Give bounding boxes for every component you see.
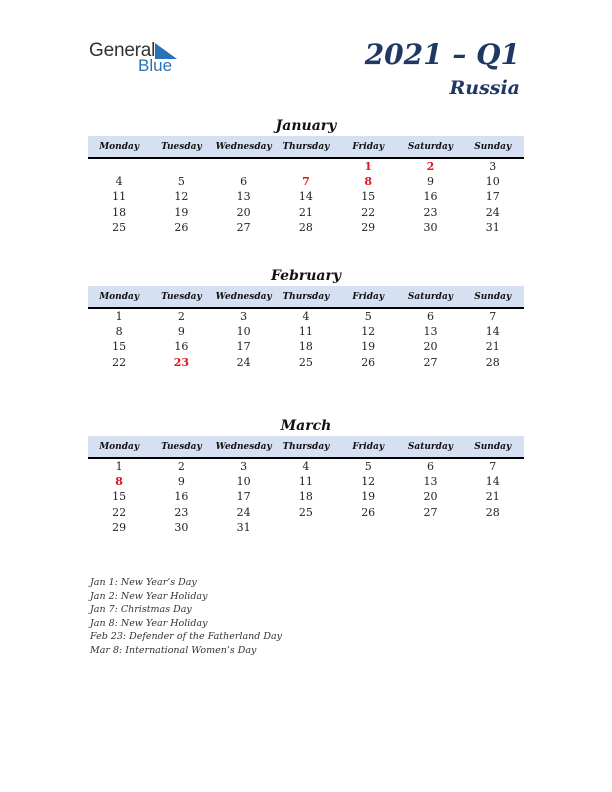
date-cell: 12 — [174, 190, 189, 204]
weekday-label: Wednesday — [215, 441, 272, 452]
date-cell: 19 — [174, 205, 189, 219]
date-cell: 1 — [115, 460, 123, 474]
week-row — [88, 205, 524, 220]
date-cell: 20 — [236, 205, 251, 219]
holiday-date-cell: 23 — [173, 355, 190, 369]
date-cell: 6 — [426, 310, 434, 324]
date-cell: 23 — [174, 505, 189, 519]
date-cell: 29 — [112, 520, 127, 534]
date-cell: 28 — [485, 355, 500, 369]
date-cell: 28 — [485, 505, 500, 519]
weekday-label: Saturday — [407, 291, 454, 302]
weekday-label: Saturday — [407, 441, 454, 452]
date-cell: 22 — [361, 205, 376, 219]
holiday-date-cell: 7 — [302, 175, 310, 189]
weekday-label: Wednesday — [215, 141, 272, 152]
weekday-header-row — [88, 136, 524, 159]
date-cell: 5 — [364, 460, 372, 474]
holiday-date-cell: 8 — [115, 475, 123, 489]
week-row — [88, 220, 524, 235]
logo-text-general: General — [89, 40, 156, 61]
date-cell: 2 — [177, 310, 185, 324]
week-row — [88, 355, 524, 370]
date-cell: 17 — [485, 190, 500, 204]
month-name: February — [270, 268, 341, 284]
date-cell: 19 — [361, 340, 376, 354]
week-row — [88, 505, 524, 520]
week-row — [88, 339, 524, 354]
date-cell: 10 — [236, 475, 251, 489]
holiday-note: Feb 23: Defender of the Fatherland Day — [90, 631, 282, 643]
date-cell: 15 — [112, 340, 127, 354]
weekday-label: Sunday — [474, 141, 512, 152]
date-cell: 11 — [298, 475, 313, 489]
date-cell: 27 — [423, 355, 438, 369]
date-cell: 16 — [174, 490, 189, 504]
date-cell: 17 — [236, 490, 251, 504]
date-cell: 10 — [236, 325, 251, 339]
month-calendar-march — [88, 416, 524, 535]
weekday-label: Monday — [99, 291, 140, 302]
date-cell: 21 — [298, 205, 313, 219]
date-cell: 5 — [364, 310, 372, 324]
month-name: January — [275, 118, 337, 134]
holiday-note: Jan 1: New Year’s Day — [90, 577, 197, 588]
date-cell: 31 — [485, 220, 500, 234]
week-row — [88, 474, 524, 489]
logo-text-blue: Blue — [138, 56, 173, 75]
date-cell: 2 — [177, 460, 185, 474]
weekday-label: Friday — [352, 141, 385, 152]
week-row — [88, 309, 524, 324]
date-cell: 30 — [174, 520, 189, 534]
weekday-label: Sunday — [474, 441, 512, 452]
date-cell: 13 — [423, 475, 438, 489]
date-cell: 10 — [485, 175, 500, 189]
date-cell: 26 — [361, 355, 376, 369]
date-cell: 17 — [236, 340, 251, 354]
date-cell: 24 — [236, 505, 251, 519]
date-cell: 13 — [236, 190, 251, 204]
holiday-date-cell: 1 — [364, 160, 373, 174]
date-cell: 18 — [112, 205, 127, 219]
date-cell: 24 — [485, 205, 500, 219]
weekday-label: Wednesday — [215, 291, 272, 302]
date-cell: 14 — [298, 190, 313, 204]
holiday-note: Jan 7: Christmas Day — [90, 604, 192, 616]
holiday-date-cell: 8 — [364, 175, 373, 189]
date-cell: 22 — [112, 505, 127, 519]
date-cell: 6 — [426, 460, 434, 474]
date-cell: 21 — [485, 490, 500, 504]
date-cell: 7 — [489, 310, 497, 324]
date-cell: 14 — [485, 475, 500, 489]
week-row — [88, 324, 524, 339]
date-cell: 6 — [240, 175, 248, 189]
weekday-label: Friday — [352, 441, 385, 452]
date-cell: 15 — [112, 490, 127, 504]
page-title: 2021 – Q1 — [364, 38, 520, 71]
holiday-date-cell: 2 — [426, 160, 435, 174]
week-row — [88, 489, 524, 504]
generalblue-logo — [89, 40, 189, 76]
date-cell: 28 — [298, 220, 313, 234]
date-cell: 21 — [485, 340, 500, 354]
weekday-label: Sunday — [474, 291, 512, 302]
date-cell: 18 — [298, 490, 313, 504]
date-cell: 27 — [236, 220, 251, 234]
date-cell: 9 — [177, 475, 185, 489]
date-cell: 29 — [361, 220, 376, 234]
date-cell: 11 — [298, 325, 313, 339]
week-row — [88, 189, 524, 204]
date-cell: 11 — [112, 190, 127, 204]
date-cell: 14 — [485, 325, 500, 339]
date-cell: 25 — [112, 220, 127, 234]
weekday-label: Saturday — [407, 141, 454, 152]
date-cell: 7 — [489, 460, 497, 474]
weekday-label: Monday — [99, 441, 140, 452]
date-cell: 4 — [302, 310, 310, 324]
date-cell: 13 — [423, 325, 438, 339]
holiday-note: Jan 8: New Year Holiday — [90, 617, 208, 629]
date-cell: 27 — [423, 505, 438, 519]
date-cell: 16 — [174, 340, 189, 354]
date-cell: 15 — [361, 190, 376, 204]
date-cell: 19 — [361, 490, 376, 504]
week-row — [88, 159, 524, 174]
date-cell: 12 — [361, 475, 376, 489]
date-cell: 18 — [298, 340, 313, 354]
date-cell: 9 — [426, 175, 434, 189]
holiday-note: Jan 2: New Year Holiday — [90, 590, 208, 602]
date-cell: 3 — [489, 160, 497, 174]
date-cell: 3 — [240, 460, 248, 474]
date-cell: 8 — [115, 325, 123, 339]
weekday-label: Tuesday — [161, 141, 202, 152]
weekday-label: Tuesday — [161, 441, 202, 452]
date-cell: 26 — [361, 505, 376, 519]
week-row — [88, 520, 524, 535]
weekday-label: Tuesday — [161, 291, 202, 302]
country-name: Russia — [449, 77, 520, 99]
date-cell: 20 — [423, 490, 438, 504]
date-cell: 24 — [236, 355, 251, 369]
date-cell: 30 — [423, 220, 438, 234]
weekday-label: Thursday — [282, 441, 330, 452]
date-cell: 3 — [240, 310, 248, 324]
date-cell: 25 — [298, 355, 313, 369]
weekday-label: Friday — [352, 291, 385, 302]
date-cell: 25 — [298, 505, 313, 519]
weekday-label: Thursday — [282, 291, 330, 302]
holiday-notes-list — [90, 576, 282, 658]
date-cell: 16 — [423, 190, 438, 204]
date-cell: 20 — [423, 340, 438, 354]
date-cell: 4 — [115, 175, 123, 189]
week-row — [88, 174, 524, 189]
weekday-label: Monday — [99, 141, 140, 152]
date-cell: 31 — [236, 520, 251, 534]
weekday-header-row — [88, 286, 524, 309]
date-cell: 9 — [177, 325, 185, 339]
date-cell: 26 — [174, 220, 189, 234]
date-cell: 1 — [115, 310, 123, 324]
date-cell: 23 — [423, 205, 438, 219]
date-cell: 5 — [177, 175, 185, 189]
month-calendar-february — [88, 266, 524, 370]
weekday-label: Thursday — [282, 141, 330, 152]
week-row — [88, 459, 524, 474]
date-cell: 4 — [302, 460, 310, 474]
month-name: March — [280, 418, 332, 434]
date-cell: 22 — [112, 355, 127, 369]
weekday-header-row — [88, 436, 524, 459]
month-calendar-january — [88, 116, 524, 235]
holiday-note: Mar 8: International Women’s Day — [90, 644, 257, 656]
date-cell: 12 — [361, 325, 376, 339]
